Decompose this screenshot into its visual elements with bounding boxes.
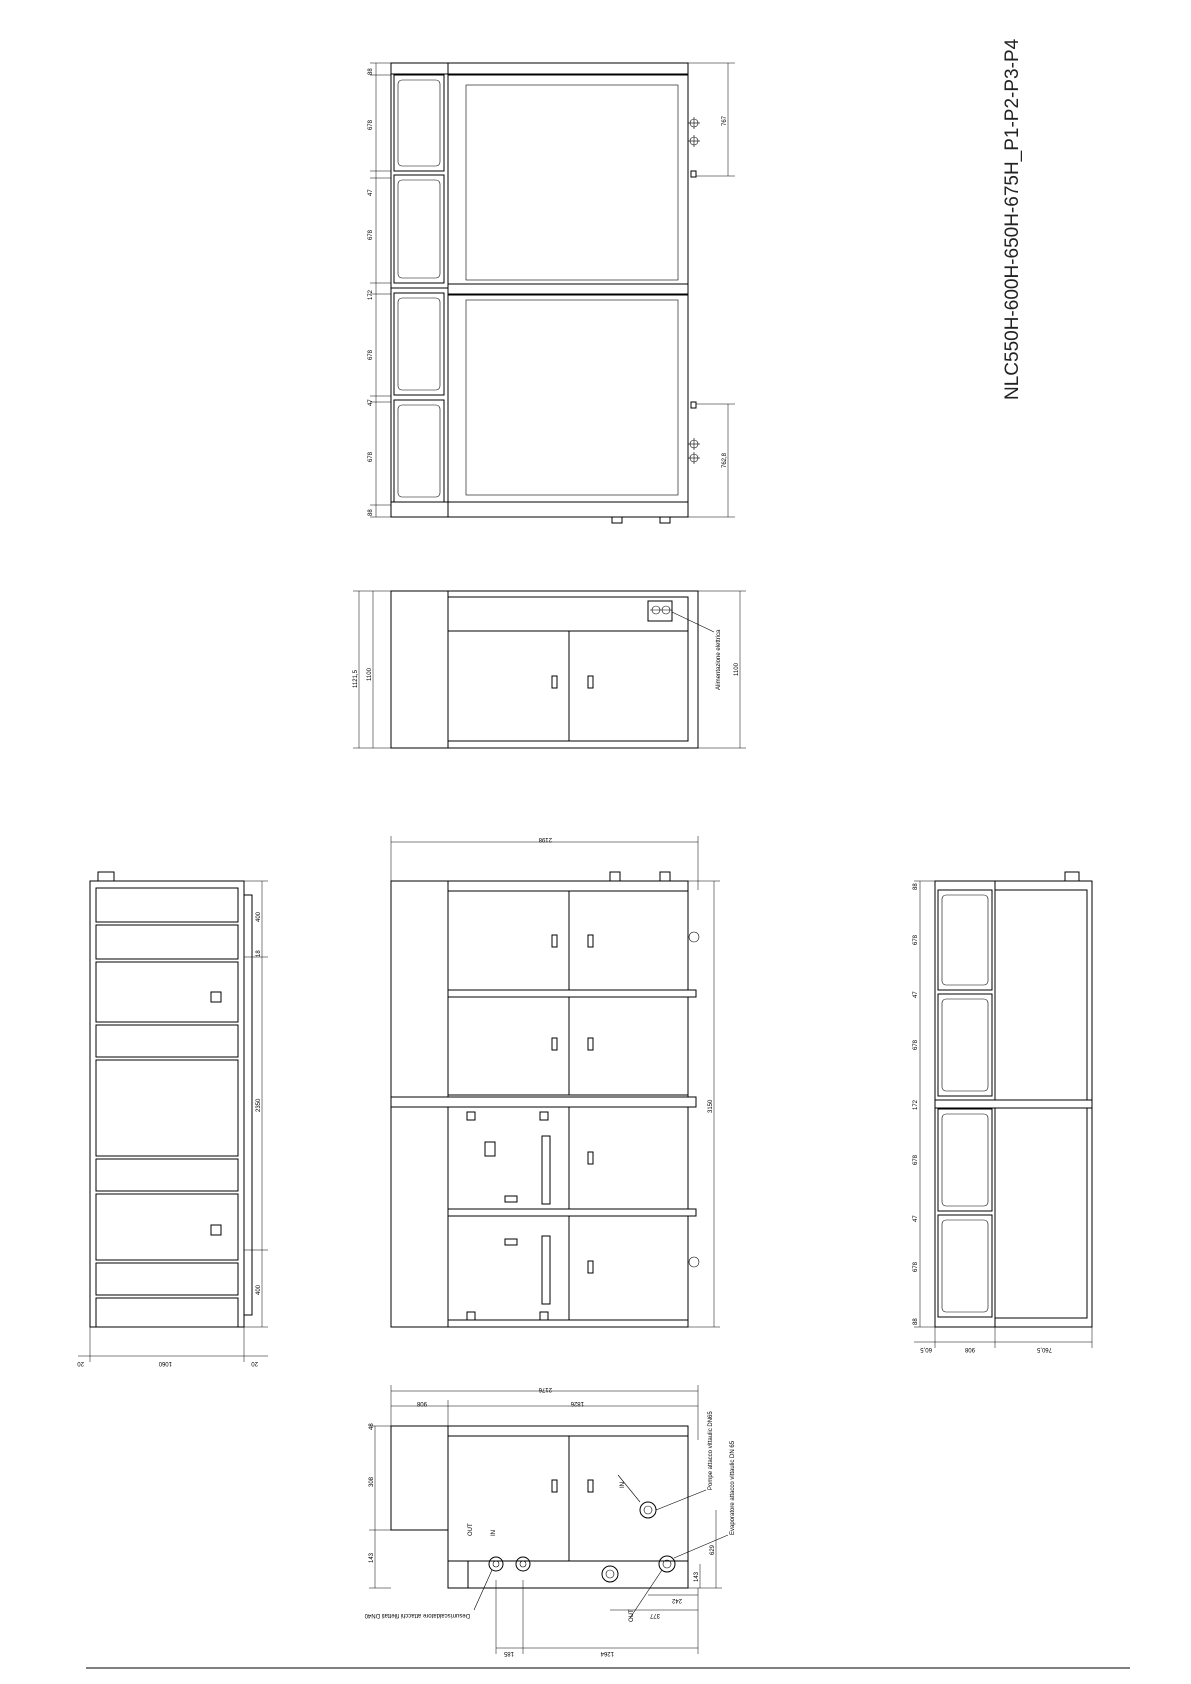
bottom-top-dim-2: 908 — [416, 1400, 427, 1406]
right-view-dim-3: 47 — [913, 991, 919, 998]
pump-in-label: IN — [620, 1482, 626, 1488]
bottom-view — [364, 1385, 736, 1656]
pump-note: Pompe attacco vittaulic DN65 — [708, 1411, 714, 1490]
left-panel-dim-3: 2350 — [256, 1098, 262, 1112]
bottom-top-dim-1: 48 — [369, 1423, 375, 1430]
front-view — [391, 836, 720, 1327]
top-dim-5: 172 — [368, 289, 374, 300]
bottom-dim-1: 242 — [671, 1597, 682, 1603]
top-dim-6: 678 — [368, 349, 374, 360]
right-view-dim-2: 678 — [913, 934, 919, 945]
desurr-note: Desurriscaldatore attacchi filettati DN40 — [364, 1612, 470, 1618]
right-view-dim-6: 678 — [913, 1154, 919, 1165]
front-right-dim: 3150 — [708, 1099, 714, 1113]
right-view-dim-1: 88 — [913, 883, 919, 890]
right-view-dim-5: 172 — [913, 1099, 919, 1110]
electrical-supply-callout: Alimentazione elettrica — [716, 629, 722, 690]
right-view-bottom-dim-2: 908 — [964, 1346, 975, 1352]
top-dim-3: 47 — [368, 189, 374, 196]
bottom-top-dim-3: 2176 — [538, 1386, 552, 1392]
top-dim-1: 88 — [368, 68, 374, 75]
drawing-title-text: NLC550H-600H-650H-675H_P1-P2-P3-P4 — [1002, 38, 1023, 400]
front-top-dim: 2198 — [538, 836, 552, 842]
desurr-in-label: IN — [491, 1530, 497, 1536]
bottom-dim-4: 1264 — [600, 1650, 614, 1656]
left-panel-bottom-dim-2: 1060 — [158, 1360, 172, 1366]
top-dim-9: 88 — [368, 509, 374, 516]
left-panel-bottom-dim-3: 20 — [251, 1360, 258, 1366]
side-dim-2: 1100 — [367, 668, 373, 681]
top-dim-7: 47 — [368, 399, 374, 406]
bottom-top-dim-4: 1826 — [570, 1400, 584, 1406]
evap-note: Evaporatore attacco vittaulic DN 65 — [730, 1440, 736, 1535]
bottom-left-dim-2: 143 — [369, 1552, 375, 1563]
right-view — [913, 872, 1092, 1352]
right-view-bottom-dim-3: 760,5 — [1036, 1346, 1052, 1352]
top-dim-4: 678 — [368, 229, 374, 240]
drawing-title — [1002, 38, 1023, 400]
left-panel-dim-2: 18 — [256, 950, 262, 957]
left-panel-bottom-dim-1: 20 — [77, 1360, 84, 1366]
top-dim-8: 678 — [368, 451, 374, 462]
right-view-dim-8: 678 — [913, 1261, 919, 1272]
right-view-dim-4: 678 — [913, 1039, 919, 1050]
side-dim-1: 1121,5 — [353, 670, 359, 688]
top-right-dim-2: 762,8 — [722, 452, 728, 468]
right-view-bottom-dim-1: 60,5 — [920, 1346, 932, 1352]
bottom-right-dim-1: 629 — [710, 1544, 716, 1555]
left-panel-dim-4: 400 — [256, 1284, 262, 1295]
top-right-dim-1: 767 — [722, 115, 728, 126]
side-right-dim: 1100 — [734, 663, 740, 676]
left-panel-dim-1: 400 — [256, 911, 262, 922]
left-panel-view — [77, 872, 268, 1366]
bottom-dim-2: 377 — [649, 1612, 660, 1618]
top-dim-2: 678 — [368, 119, 374, 130]
top-view — [368, 63, 735, 523]
bottom-dim-3: 185 — [503, 1650, 514, 1656]
small-side-view — [353, 591, 746, 748]
desurr-out-label: OUT — [468, 1523, 474, 1536]
evap-out-label: OUT — [629, 1609, 635, 1622]
bottom-left-dim-1: 308 — [369, 1476, 375, 1487]
right-view-dim-7: 47 — [913, 1215, 919, 1222]
bottom-right-dim-2: 143 — [694, 1571, 700, 1582]
right-view-dim-9: 88 — [913, 1318, 919, 1325]
